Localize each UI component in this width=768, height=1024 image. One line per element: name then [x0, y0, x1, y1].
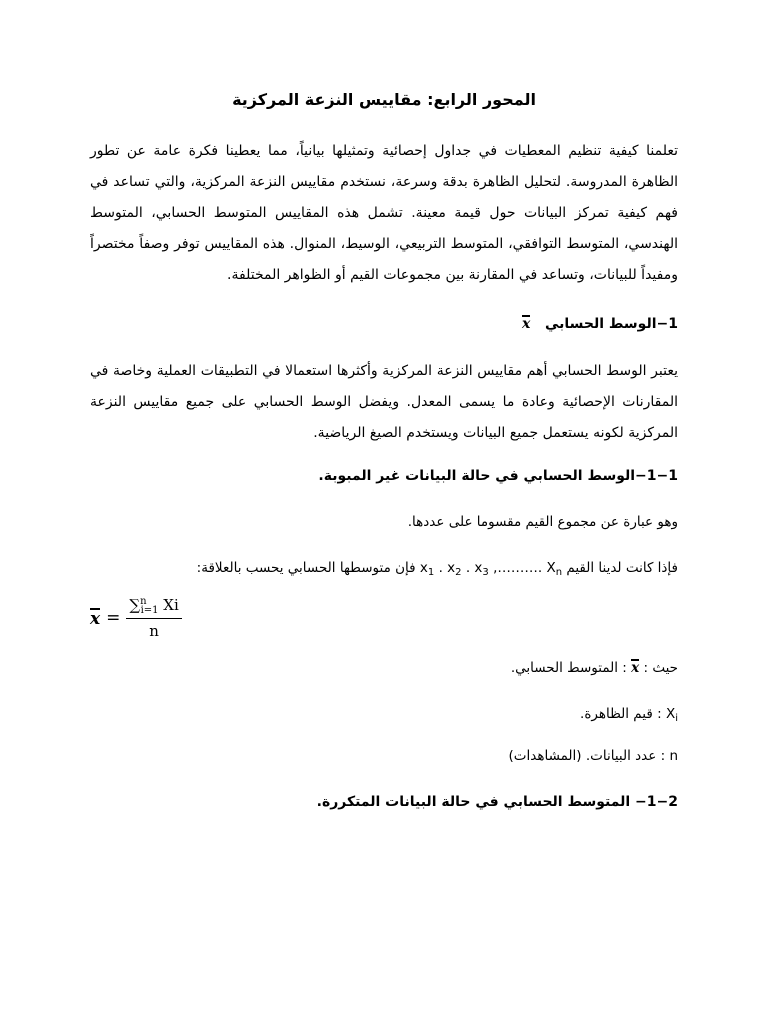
formula-fraction: [126, 596, 181, 640]
where-prefix: حيث :: [643, 660, 678, 676]
section-1-paragraph: يعتبر الوسط الحسابي أهم مقاييس النزعة المركزية وأكثرها استعمالا في التطبيقات العملية وخاصة في المقارنات الإحصائية وعادة ما يسمى المعدل. ويفضل الوسط الحسابي على جميع مقاييس النزعة المركزية لكونه يستعمل جميع البيانات ويستخدم الصيغ الرياضية.: [90, 363, 678, 441]
sigma-symbol: ∑: [129, 596, 141, 614]
definition-line: وهو عبارة عن مجموع القيم مقسوما على عددها.: [407, 514, 678, 530]
where-line-3-text: : عدد البيانات. (المشاهدات): [508, 748, 666, 764]
xi-symbol: $X_i$: [665, 706, 678, 724]
intro-paragraph: تعلمنا كيفية تنظيم المعطيات في جداول إحصائية وتمثيلها بيانياً، مما يعطينا فكرة عامة عن تطور الظاهرة المدروسة. لتحليل الظاهرة بدقة وسرعة، نستخدم مقاييس النزعة المركزية، والتي تساعد في فهم كيفية تمركز البيانات حول قيمة معينة. تشمل هذه المقاييس المتوسط الحسابي، المتوسط الهندسي، المتوسط التوافقي، المتوسط التربيعي، الوسيط، المنوال. هذه المقاييس توفر وصفاً مختصراً ومفيداً للبيانات، وتساعد في المقارنة بين مجموعات القيم أو الظواهر المختلفة.: [90, 143, 678, 283]
section-1-1-heading: 1−1−الوسط الحسابي في حالة البيانات غير المبوبة.: [318, 468, 678, 484]
n-symbol: n: [669, 748, 678, 764]
section-1-2-heading: 1−2− المتوسط الحسابي في حالة البيانات المتكررة.: [316, 794, 678, 810]
values-intro-after: فإن متوسطها الحسابي يحسب بالعلاقة:: [196, 560, 416, 576]
formula-equals: =: [106, 608, 121, 628]
where-line-1-text: : المتوسط الحسابي.: [510, 660, 627, 676]
where-line-2: [90, 706, 678, 724]
sigma-lower: i=1: [140, 605, 159, 616]
where-xbar-symbol: x: [631, 660, 640, 676]
where-line-1: [90, 658, 678, 676]
formula-numerator: [126, 596, 181, 619]
section-1-heading-text: 1−الوسط الحسابي: [544, 316, 678, 332]
formula-denominator: n: [149, 622, 159, 640]
page-title: المحور الرابع: مقاييس النزعة المركزية: [232, 90, 536, 109]
where-line-2-text: : قيم الظاهرة.: [580, 706, 662, 722]
x-bar-symbol: x: [522, 316, 531, 332]
numerator-term: Xi: [163, 596, 179, 614]
sigma-upper: n: [140, 596, 147, 607]
values-line: [90, 560, 678, 578]
where-line-3: [90, 748, 678, 764]
values-intro-before: فإذا كانت لدينا القيم: [566, 560, 678, 576]
values-list: $x_1$ . $x_2$ . $x_3$ ,………. $X_n$: [419, 560, 563, 578]
section-1-heading: [90, 314, 678, 332]
mean-formula: [90, 596, 182, 640]
formula-lhs-xbar: x: [90, 609, 101, 629]
